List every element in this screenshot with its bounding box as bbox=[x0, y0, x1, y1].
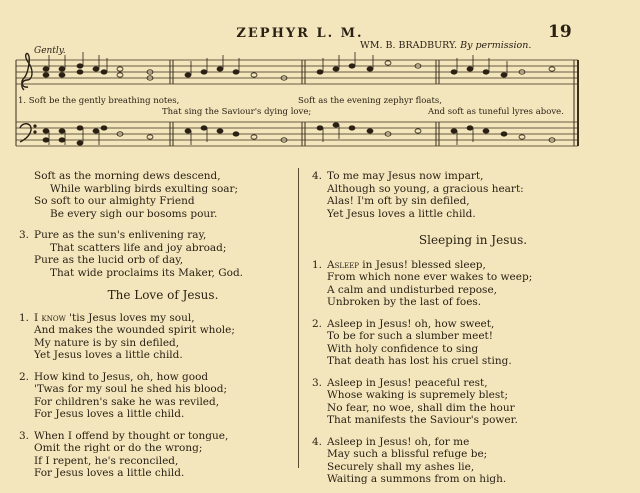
hymn-title-sleeping-in-jesus: Sleeping in Jesus. bbox=[418, 233, 528, 247]
first-word: I know bbox=[34, 311, 66, 324]
page-number: 19 bbox=[548, 22, 572, 42]
verse-line: Asleep in Jesus! oh, how sweet, bbox=[327, 317, 495, 330]
verse-line: To be for such a slumber meet! bbox=[327, 330, 493, 342]
verse-line: Pure as the sun's enlivening ray, bbox=[34, 229, 207, 241]
sleeping-stanza-1 bbox=[312, 259, 634, 309]
verse-line: For children's sake he was reviled, bbox=[34, 395, 220, 408]
verse-line: Securely shall my ashes lie, bbox=[327, 460, 475, 473]
verse-line: May such a blissful refuge be; bbox=[327, 448, 488, 460]
verse-line: 'Twas for my soul he shed his blood; bbox=[34, 383, 228, 395]
hymn-title-love-of-jesus: The Love of Jesus. bbox=[107, 288, 219, 302]
stanza-number: 4. bbox=[312, 170, 323, 182]
verse-line: How kind to Jesus, oh, how good bbox=[34, 370, 209, 383]
verse-line: Yet Jesus loves a little child. bbox=[34, 349, 183, 361]
zephyr-stanza-2 bbox=[34, 170, 292, 220]
bass-staff bbox=[16, 122, 578, 146]
composer-name: WM. B. BRADBURY. bbox=[360, 40, 458, 51]
verse-line: That manifests the Saviour's power. bbox=[327, 414, 518, 426]
verse-line: When I offend by thought or tongue, bbox=[34, 429, 229, 442]
treble-staff bbox=[16, 60, 578, 84]
verse-line: Omit the right or do the wrong; bbox=[34, 442, 203, 454]
verse-line: Be every sigh our bosoms pour. bbox=[50, 207, 218, 220]
love-stanza-4 bbox=[312, 170, 634, 220]
sleeping-stanza-2 bbox=[312, 318, 634, 368]
permission-note: By permission. bbox=[460, 40, 532, 51]
verse-line: For Jesus loves a little child. bbox=[34, 467, 185, 479]
stanza-number: 2. bbox=[312, 317, 323, 330]
lyric-line-1: 1. Soft be the gently breathing notes, bbox=[18, 96, 180, 106]
verse-line: No fear, no woe, shall dim the hour bbox=[327, 401, 515, 414]
first-word: Asleep bbox=[327, 258, 359, 271]
stanza-number: 3. bbox=[312, 376, 323, 389]
tune-title: ZEPHYR L. M. bbox=[236, 26, 364, 41]
stanza-number: 3. bbox=[19, 429, 30, 442]
verse-line: That wide proclaims its Maker, God. bbox=[50, 266, 244, 279]
love-stanza-3 bbox=[19, 430, 292, 480]
lyric-line-2: Soft as the evening zephyr floats, bbox=[298, 96, 442, 106]
love-stanza-1 bbox=[19, 312, 292, 362]
column-divider bbox=[298, 168, 299, 468]
verse-line: That death has lost his cruel sting. bbox=[327, 355, 512, 367]
verse-line: My nature is by sin defiled, bbox=[34, 336, 180, 349]
stanza-number: 1. bbox=[312, 258, 323, 271]
verse-line: Although so young, a gracious heart: bbox=[327, 182, 524, 195]
verse-line: Asleep in Jesus! oh, for me bbox=[327, 435, 470, 448]
verse-line: Soft as the morning dews descend, bbox=[34, 170, 221, 182]
verse-line: That scatters life and joy abroad; bbox=[50, 241, 227, 254]
love-stanza-2 bbox=[19, 371, 292, 421]
verse-line: Unbroken by the last of foes. bbox=[327, 296, 482, 308]
verse-line: Alas! I'm oft by sin defiled, bbox=[327, 195, 470, 207]
verse-line: If I repent, he's reconciled, bbox=[34, 454, 179, 467]
verse-line: With holy confidence to sing bbox=[327, 342, 479, 355]
verse-line: And makes the wounded spirit whole; bbox=[34, 324, 235, 336]
right-column bbox=[312, 170, 634, 493]
lyric-line-3: That sing the Saviour's dying love; bbox=[162, 107, 312, 117]
stanza-number: 1. bbox=[19, 311, 30, 324]
lyric-line-4: And soft as tuneful lyres above. bbox=[428, 107, 564, 117]
verse-line: Yet Jesus loves a little child. bbox=[327, 207, 476, 220]
verse-line: Waiting a summons from on high. bbox=[327, 473, 507, 485]
left-column bbox=[19, 170, 292, 489]
stanza-number: 2. bbox=[19, 370, 30, 383]
music-score bbox=[0, 0, 640, 160]
verse-line: A calm and undisturbed repose, bbox=[327, 283, 497, 296]
verse-line: 'tis Jesus loves my soul, bbox=[65, 311, 195, 324]
verse-line: So soft to our almighty Friend bbox=[34, 195, 195, 207]
verse-line: While warbling birds exulting soar; bbox=[50, 182, 239, 195]
verse-line: To me may Jesus now impart, bbox=[327, 170, 484, 182]
verse-line: Asleep in Jesus! peaceful rest, bbox=[327, 376, 488, 389]
sleeping-stanza-4 bbox=[312, 436, 634, 486]
verse-line: Pure as the lucid orb of day, bbox=[34, 254, 184, 266]
verse-line: Whose waking is supremely blest; bbox=[327, 389, 509, 401]
stanza-number: 4. bbox=[312, 435, 323, 448]
verse-line: For Jesus loves a little child. bbox=[34, 408, 185, 420]
verse-line: in Jesus! blessed sleep, bbox=[358, 258, 486, 271]
sleeping-stanza-3 bbox=[312, 377, 634, 427]
stanza-number: 3. bbox=[19, 229, 30, 241]
tempo-marking: Gently. bbox=[34, 46, 66, 56]
bass-clef-icon bbox=[20, 124, 36, 142]
zephyr-stanza-3 bbox=[19, 229, 292, 279]
verse-line: From which none ever wakes to weep; bbox=[327, 271, 533, 283]
